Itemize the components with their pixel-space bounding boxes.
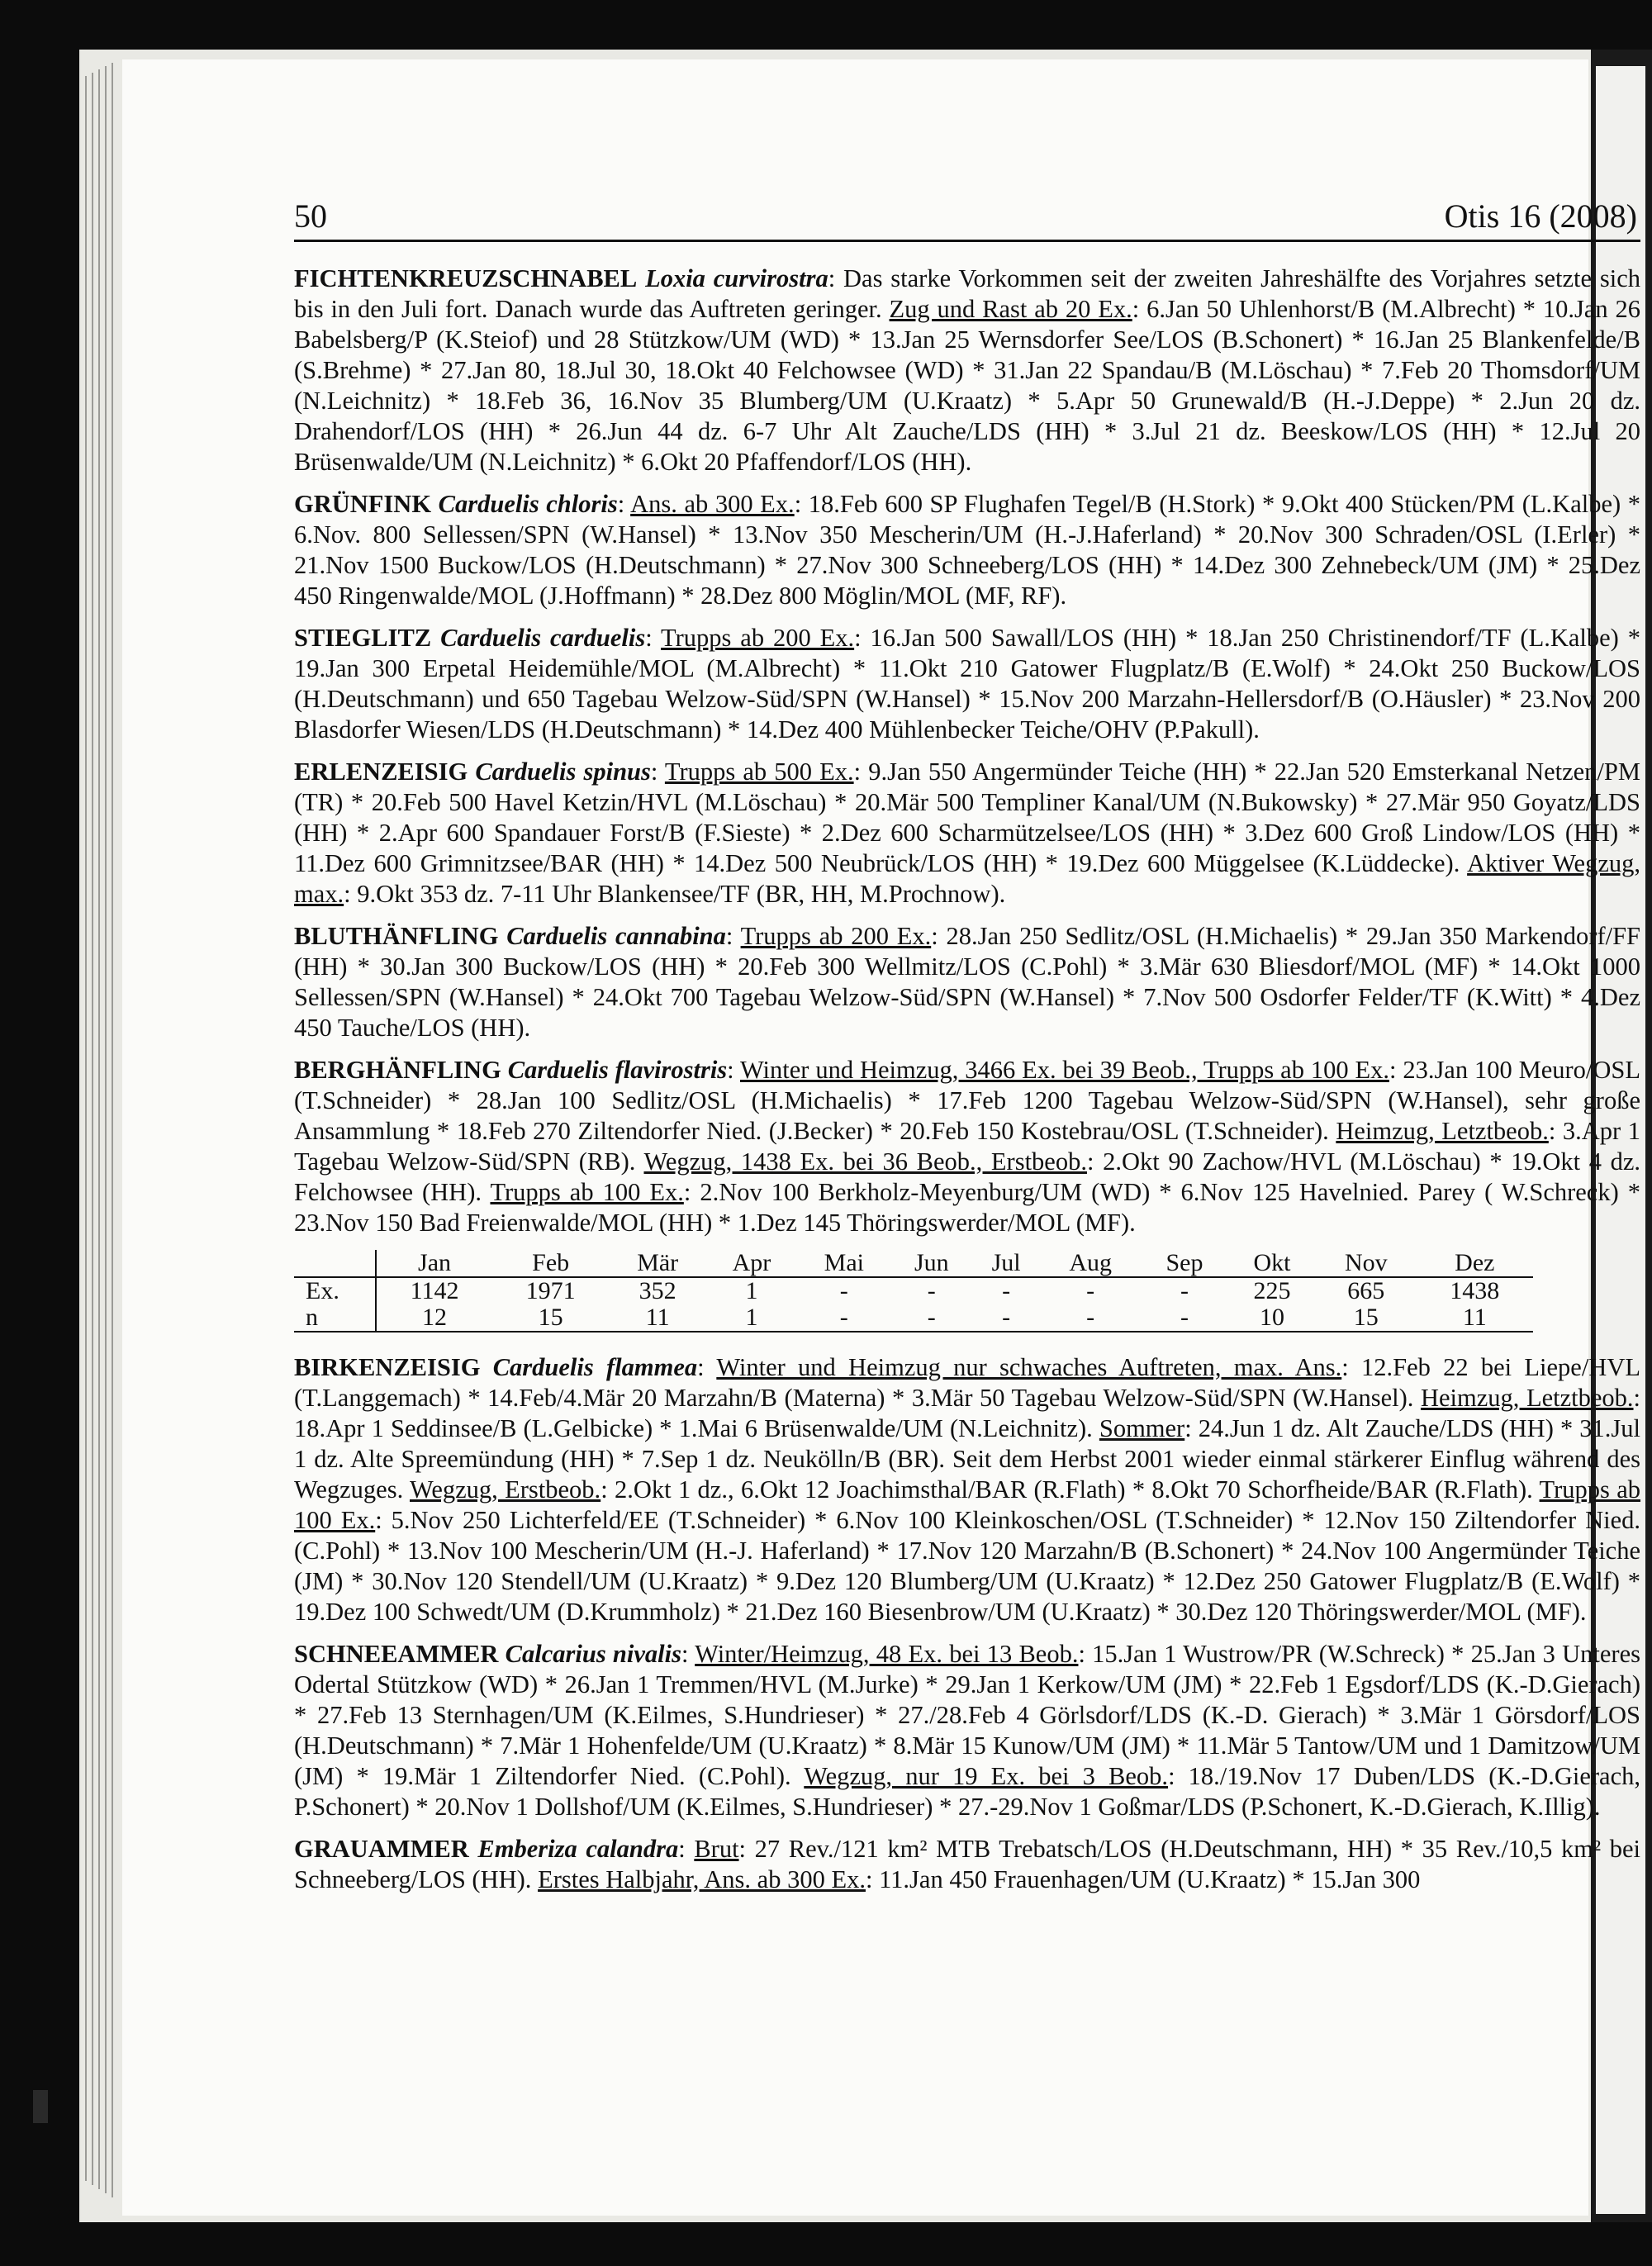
species-entry: GRAUAMMER Emberiza calandra: Brut: 27 Rev./121 km² MTB Trebatsch/LOS (H.Deutschmann, HH) * 35 Rev./10,5 km² bei Schneeberg/LOS (HH). Erstes Halbjahr, Ans. ab 300 Ex.: 11.Jan 450 Frauenhagen/UM (U.Kraatz) * 15.Jan 300 (294, 1835, 1641, 1893)
table-col-header: Mai (797, 1250, 891, 1277)
table-cell: 1438 (1450, 1277, 1500, 1304)
table-row-label: Ex. (294, 1277, 376, 1304)
record-text: : 6.Jan 50 Uhlenhorst/B (M.Albrecht) * 10.Jan 26 Babelsberg/P (K.Steiof) und 28 Stützkow/UM (WD) * 13.Jan 25 Wernsdorfer See/LOS (B.Schonert) * 16.Jan 25 Blankenfelde/B (S.Brehme) * 27.Jan 80, 18.Jul 30, 18.Okt 40 Felchowsee (WD) * 31.Jan 22 Spandau/B (M.Löschau) * 7.Feb 20 Thomsdorf/UM (N.Leichnitz) * 18.Feb 36, 16.Nov 35 Blumberg/UM (U.Kraatz) * 5.Apr 50 Grunewald/B (H.-J.Deppe) * 2.Jun 20 dz. Drahendorf/LOS (HH) * 26.Jun 44 dz. 6-7 Uhr Alt Zauche/LDS (HH) * 3.Jul 21 dz. Beeskow/LOS (HH) * 12.Jul 20 Brüsenwalde/UM (N.Leichnitz) * 6.Okt 20 Pfaffendorf/LOS (HH). (294, 295, 1640, 476)
section-heading: Winter/Heimzug, 48 Ex. bei 13 Beob. (695, 1640, 1079, 1668)
table-cell: - (1040, 1304, 1141, 1332)
section-heading: Erstes Halbjahr, Ans. ab 300 Ex. (538, 1865, 866, 1893)
record-text: : 28.Jan 250 Sedlitz/OSL (H.Michaelis) * 29.Jan 350 Markendorf/FF (HH) * 30.Jan 300 Buckow/LOS (HH) * 20.Feb 300 Wellmitz/LOS (C.Pohl) * 3.Mär 630 Bliesdorf/MOL (MF) * 14.Okt 1000 Sellessen/SPN (W.Hansel) * 24.Okt 700 Tagebau Welzow-Süd/SPN (W.Hansel) * 7.Nov 500 Osdorfer Felder/TF (K.Witt) * 4.Dez 450 Tauche/LOS (HH). (294, 922, 1640, 1042)
species-name: ERLENZEISIG (294, 758, 468, 786)
table-cell: 11 (1417, 1304, 1533, 1332)
table-cell: 1 (745, 1277, 758, 1304)
table-cell: - (839, 1277, 848, 1304)
section-heading: Trupps ab 500 Ex. (664, 758, 854, 786)
species-entry: BERGHÄNFLING Carduelis flavirostris: Winter und Heimzug, 3466 Ex. bei 39 Beob., Trupps ab 100 Ex.: 23.Jan 100 Meuro/OSL (T.Schneider) * 28.Jan 100 Sedlitz/OSL (H.Michaelis) * 17.Feb 1200 Tagebau Welzow-Süd/SPN (W.Hansel), sehr große Ansammlung * 18.Feb 270 Ziltendorfer Nied. (J.Becker) * 20.Feb 150 Kostebrau/OSL (T.Schneider). Heimzug, Letztbeob.: 3.Apr 1 Tagebau Welzow-Süd/SPN (RB). Wegzug, 1438 Ex. bei 36 Beob., Erstbeob.: 2.Okt 90 Zachow/HVL (M.Löschau) * 19.Okt 4 dz. Felchowsee (HH). Trupps ab 100 Ex.: 2.Nov 100 Berkholz-Meyenburg/UM (WD) * 6.Nov 125 Havelnied. Parey ( W.Schreck) * 23.Nov 150 Bad Freienwalde/MOL (HH) * 1.Dez 145 Thöringswerder/MOL (MF). (294, 1056, 1641, 1237)
section-heading: Trupps ab 100 Ex. (294, 1475, 1641, 1534)
table-cell: - (972, 1304, 1040, 1332)
species-list-1 (294, 264, 1640, 1238)
scientific-name: Carduelis flavirostris (507, 1056, 728, 1084)
scientific-name: Carduelis carduelis (440, 624, 646, 652)
table-cell: - (927, 1277, 936, 1304)
record-text: : 23.Jan 100 Meuro/OSL (T.Schneider) * 28.Jan 100 Sedlitz/OSL (H.Michaelis) * 17.Feb 1200 Tagebau Welzow-Süd/SPN (W.Hansel), sehr große Ansammlung * 18.Feb 270 Ziltendorfer Nied. (J.Becker) * 20.Feb 150 Kostebrau/OSL (T.Schneider). (294, 1056, 1641, 1145)
record-text: : 15.Jan 1 Wustrow/PR (W.Schreck) * 25.Jan 3 Unteres Odertal Stützkow (WD) * 26.Jan 1 Tremmen/HVL (M.Jurke) * 29.Jan 1 Kerkow/UM (JM) * 22.Feb 1 Egsdorf/LDS (K.-D.Gierach) * 27.Feb 13 Sternhagen/UM (K.Eilmes, S.Hundrieser) * 27./28.Feb 4 Görlsdorf/LDS (K.-D. Gierach) * 3.Mär 1 Görsdorf/LOS (H.Deutschmann) * 7.Mär 1 Hohenfelde/UM (U.Kraatz) * 8.Mär 15 Kunow/UM (JM) * 11.Mär 5 Tantow/UM und 1 Damitzow/UM (JM) * 19.Mär 1 Ziltendorfer Nied. (C.Pohl). (294, 1640, 1640, 1790)
species-entry: STIEGLITZ Carduelis carduelis: Trupps ab 200 Ex.: 16.Jan 500 Sawall/LOS (HH) * 18.Jan 250 Christinendorf/TF (L.Kalbe) * 19.Jan 300 Erpetal Heidemühle/MOL (M.Albrecht) * 11.Okt 210 Gatower Flugplatz/B (E.Wolf) * 24.Okt 250 Buckow/LOS (H.Deutschmann) und 650 Tagebau Welzow-Süd/SPN (W.Hansel) * 15.Nov 200 Marzahn-Hellersdorf/B (O.Häusler) * 23.Nov 200 Blasdorfer Wiesen/LDS (H.Deutschmann) * 14.Dez 400 Mühlenbecker Teiche/OHV (P.Pakull). (294, 624, 1640, 743)
table-col-header: Aug (1040, 1250, 1141, 1277)
table-cell: - (1002, 1277, 1011, 1304)
table-cell: - (797, 1304, 891, 1332)
record-text: : 18.Apr 1 Seddinsee/B (L.Gelbicke) * 1.Mai 6 Brüsenwalde/UM (N.Leichnitz). (294, 1384, 1640, 1442)
section-heading: Heimzug, Letztbeob. (1336, 1117, 1549, 1145)
table-col-header: Mär (609, 1250, 706, 1277)
record-text: : 18./19.Nov 17 Duben/LDS (K.-D.Gierach, P.Schonert) * 20.Nov 1 Dollshof/UM (K.Eilmes, S.Hundrieser) * 27.-29.Nov 1 Goßmar/LDS (P.Schonert, K.-D.Gierach, K.Illig). (294, 1762, 1641, 1821)
table-row (294, 1277, 1533, 1304)
record-text: : 24.Jun 1 dz. Alt Zauche/LDS (HH) * 31.Jul 1 dz. Alte Spreemündung (HH) * 7.Sep 1 dz. Neukölln/B (BR). Seit dem Herbst 2001 wieder einmal stärkerer Einflug während des Wegzuges. (294, 1414, 1641, 1504)
section-heading: Brut (694, 1835, 739, 1863)
record-text: : 9.Jan 550 Angermünder Teiche (HH) * 22.Jan 520 Emsterkanal Netzen/PM (TR) * 20.Feb 500 Havel Ketzin/HVL (M.Löschau) * 20.Mär 500 Templiner Kanal/UM (N.Bukowsky) * 27.Mär 950 Goyatz/LDS (HH) * 2.Apr 600 Spandauer Forst/B (F.Sieste) * 2.Dez 600 Scharmützelsee/LOS (HH) * 3.Dez 600 Groß Lindow/LOS (HH) * 11.Dez 600 Grimnitzsee/BAR (HH) * 14.Dez 500 Neubrück/LOS (HH) * 19.Dez 600 Müggelsee (K.Lüddecke). (294, 758, 1640, 877)
table-cell: - (1086, 1277, 1095, 1304)
section-heading: Aktiver Wegzug, max. (294, 849, 1640, 908)
table-cell: - (891, 1304, 972, 1332)
scientific-name: Carduelis cannabina (506, 922, 726, 950)
record-text: : 3.Apr 1 Tagebau Welzow-Süd/SPN (RB). (294, 1117, 1640, 1176)
table-cell: - (1180, 1277, 1189, 1304)
species-entry: ERLENZEISIG Carduelis spinus: Trupps ab 500 Ex.: 9.Jan 550 Angermünder Teiche (HH) * 22.Jan 520 Emsterkanal Netzen/PM (TR) * 20.Feb 500 Havel Ketzin/HVL (M.Löschau) * 20.Mär 500 Templiner Kanal/UM (N.Bukowsky) * 27.Mär 950 Goyatz/LDS (HH) * 2.Apr 600 Spandauer Forst/B (F.Sieste) * 2.Dez 600 Scharmützelsee/LOS (HH) * 3.Dez 600 Groß Lindow/LOS (HH) * 11.Dez 600 Grimnitzsee/BAR (HH) * 14.Dez 500 Neubrück/LOS (HH) * 19.Dez 600 Müggelsee (K.Lüddecke). Aktiver Wegzug, max.: 9.Okt 353 dz. 7-11 Uhr Blankensee/TF (BR, HH, M.Prochnow). (294, 758, 1640, 908)
section-heading: Winter und Heimzug nur schwaches Auftreten, max. Ans. (716, 1353, 1342, 1381)
record-text: : 2.Okt 1 dz., 6.Okt 12 Joachimsthal/BAR (R.Flath) * 8.Okt 70 Schorfheide/BAR (R.Flath). (601, 1475, 1540, 1504)
table-col-header: Feb (492, 1250, 609, 1277)
species-name: FICHTENKREUZSCHNABEL (294, 264, 638, 292)
journal-page (122, 59, 1641, 2216)
section-heading: Zug und Rast ab 20 Ex. (889, 295, 1132, 323)
record-text: : 11.Jan 450 Frauenhagen/UM (U.Kraatz) * 15.Jan 300 (865, 1865, 1421, 1893)
table-corner (294, 1250, 376, 1277)
table-col-header: Jun (891, 1250, 972, 1277)
table-cell: 225 (1253, 1277, 1291, 1304)
table-row-label: n (294, 1304, 376, 1332)
scientific-name: Carduelis spinus (475, 758, 651, 786)
species-name: BIRKENZEISIG (294, 1353, 481, 1381)
species-name: GRÜNFINK (294, 490, 432, 518)
record-text: : 9.Okt 353 dz. 7-11 Uhr Blankensee/TF (BR, HH, M.Prochnow). (344, 880, 1006, 908)
scientific-name: Carduelis chloris (438, 490, 618, 518)
species-name: BLUTHÄNFLING (294, 922, 499, 950)
table-cell: 15 (492, 1304, 609, 1332)
table-cell: 665 (1347, 1277, 1385, 1304)
section-heading: Wegzug, nur 19 Ex. bei 3 Beob. (804, 1762, 1169, 1790)
species-name: GRAUAMMER (294, 1835, 469, 1863)
section-heading: Wegzug, 1438 Ex. bei 36 Beob., Erstbeob. (643, 1147, 1087, 1176)
record-text: : 2.Okt 90 Zachow/HVL (M.Löschau) * 19.Okt 4 dz. Felchowsee (HH). (294, 1147, 1640, 1206)
journal-issue: Otis 16 (2008) (1444, 197, 1637, 235)
record-text: : 16.Jan 500 Sawall/LOS (HH) * 18.Jan 250 Christinendorf/TF (L.Kalbe) * 19.Jan 300 Erpetal Heidemühle/MOL (M.Albrecht) * 11.Okt 210 Gatower Flugplatz/B (E.Wolf) * 24.Okt 250 Buckow/LOS (H.Deutschmann) und 650 Tagebau Welzow-Süd/SPN (W.Hansel) * 15.Nov 200 Marzahn-Hellersdorf/B (O.Häusler) * 23.Nov 200 Blasdorfer Wiesen/LDS (H.Deutschmann) * 14.Dez 400 Mühlenbecker Teiche/OHV (P.Pakull). (294, 624, 1640, 743)
species-entry: BLUTHÄNFLING Carduelis cannabina: Trupps ab 200 Ex.: 28.Jan 250 Sedlitz/OSL (H.Michaelis) * 29.Jan 350 Markendorf/FF (HH) * 30.Jan 300 Buckow/LOS (HH) * 20.Feb 300 Wellmitz/LOS (C.Pohl) * 3.Mär 630 Bliesdorf/MOL (MF) * 14.Okt 1000 Sellessen/SPN (W.Hansel) * 24.Okt 700 Tagebau Welzow-Süd/SPN (W.Hansel) * 7.Nov 500 Osdorfer Felder/TF (K.Witt) * 4.Dez 450 Tauche/LOS (HH). (294, 922, 1640, 1042)
species-name: BERGHÄNFLING (294, 1056, 501, 1084)
page-header (294, 198, 1640, 242)
section-heading: Wegzug, Erstbeob. (410, 1475, 601, 1504)
species-name: STIEGLITZ (294, 624, 432, 652)
table-cell: 352 (638, 1277, 676, 1304)
table-cell: 12 (376, 1304, 492, 1332)
table-col-header: Jan (376, 1250, 492, 1277)
berghaenfling-monthly-table (294, 1250, 1533, 1333)
table-cell: - (1141, 1304, 1228, 1332)
table-col-header: Okt (1228, 1250, 1316, 1277)
table-cell: 1142 (410, 1277, 459, 1304)
table-cell: 1971 (525, 1277, 576, 1304)
table-col-header: Jul (972, 1250, 1040, 1277)
species-list-2 (294, 1352, 1640, 1895)
scientific-name: Loxia curvirostra (645, 264, 828, 292)
table-cell: 1 (706, 1304, 797, 1332)
table-col-header: Dez (1417, 1250, 1533, 1277)
page-content (294, 198, 1640, 1907)
record-text: Das starke Vorkommen seit der zweiten Jahreshälfte des Vorjahres setzte sich bis in den Juli fort. Danach wurde das Auftreten geringer. (294, 264, 1641, 323)
table-row (294, 1304, 1533, 1332)
table-cell: 10 (1228, 1304, 1316, 1332)
table-cell: 15 (1316, 1304, 1417, 1332)
table-body (294, 1277, 1533, 1332)
section-heading: Sommer (1099, 1414, 1185, 1442)
section-heading: Trupps ab 200 Ex. (740, 922, 932, 950)
section-heading: Trupps ab 100 Ex. (490, 1178, 684, 1206)
table-col-header: Nov (1316, 1250, 1417, 1277)
section-heading: Ans. ab 300 Ex. (630, 490, 795, 518)
species-entry: FICHTENKREUZSCHNABEL Loxia curvirostra: Das starke Vorkommen seit der zweiten Jahreshälfte des Vorjahres setzte sich bis in den Juli fort. Danach wurde das Auftreten geringer. Zug und Rast ab 20 Ex.: 6.Jan 50 Uhlenhorst/B (M.Albrecht) * 10.Jan 26 Babelsberg/P (K.Steiof) und 28 Stützkow/UM (WD) * 13.Jan 25 Wernsdorfer See/LOS (B.Schonert) * 16.Jan 25 Blankenfelde/B (S.Brehme) * 27.Jan 80, 18.Jul 30, 18.Okt 40 Felchowsee (WD) * 31.Jan 22 Spandau/B (M.Löschau) * 7.Feb 20 Thomsdorf/UM (N.Leichnitz) * 18.Feb 36, 16.Nov 35 Blumberg/UM (U.Kraatz) * 5.Apr 50 Grunewald/B (H.-J.Deppe) * 2.Jun 20 dz. Drahendorf/LOS (HH) * 26.Jun 44 dz. 6-7 Uhr Alt Zauche/LDS (HH) * 3.Jul 21 dz. Beeskow/LOS (HH) * 12.Jul 20 Brüsenwalde/UM (N.Leichnitz) * 6.Okt 20 Pfaffendorf/LOS (HH). (294, 264, 1641, 476)
page-number: 50 (294, 197, 327, 235)
section-heading: Winter und Heimzug, 3466 Ex. bei 39 Beob., Trupps ab 100 Ex. (739, 1056, 1389, 1084)
scientific-name: Carduelis flammea (492, 1353, 698, 1381)
record-text: : 2.Nov 100 Berkholz-Meyenburg/UM (WD) * 6.Nov 125 Havelnied. Parey ( W.Schreck) * 23.Nov 150 Bad Freienwalde/MOL (HH) * 1.Dez 145 Thöringswerder/MOL (MF). (294, 1178, 1640, 1237)
section-heading: Trupps ab 200 Ex. (661, 624, 855, 652)
table-col-header: Sep (1141, 1250, 1228, 1277)
species-entry: SCHNEEAMMER Calcarius nivalis: Winter/Heimzug, 48 Ex. bei 13 Beob.: 15.Jan 1 Wustrow/PR (W.Schreck) * 25.Jan 3 Unteres Odertal Stützkow (WD) * 26.Jan 1 Tremmen/HVL (M.Jurke) * 29.Jan 1 Kerkow/UM (JM) * 22.Feb 1 Egsdorf/LDS (K.-D.Gierach) * 27.Feb 13 Sternhagen/UM (K.Eilmes, S.Hundrieser) * 27./28.Feb 4 Görlsdorf/LDS (K.-D. Gierach) * 3.Mär 1 Görsdorf/LOS (H.Deutschmann) * 7.Mär 1 Hohenfelde/UM (U.Kraatz) * 8.Mär 15 Kunow/UM (JM) * 11.Mär 5 Tantow/UM und 1 Damitzow/UM (JM) * 19.Mär 1 Ziltendorfer Nied. (C.Pohl). Wegzug, nur 19 Ex. bei 3 Beob.: 18./19.Nov 17 Duben/LDS (K.-D.Gierach, P.Schonert) * 20.Nov 1 Dollshof/UM (K.Eilmes, S.Hundrieser) * 27.-29.Nov 1 Goßmar/LDS (P.Schonert, K.-D.Gierach, K.Illig). (294, 1640, 1641, 1821)
scientific-name: Calcarius nivalis (505, 1640, 681, 1668)
table-header-row (294, 1250, 1533, 1277)
section-heading: Heimzug, Letztbeob. (1420, 1384, 1634, 1412)
scientific-name: Emberiza calandra (477, 1835, 679, 1863)
record-text: : 5.Nov 250 Lichterfeld/EE (T.Schneider) * 6.Nov 100 Kleinkoschen/OSL (T.Schneider) * 12.Nov 150 Ziltendorfer Nied. (C.Pohl) * 13.Nov 100 Mescherin/UM (H.-J. Haferland) * 17.Nov 120 Marzahn/B (B.Schonert) * 24.Nov 100 Angermünder Teiche (JM) * 30.Nov 120 Stendell/UM (U.Kraatz) * 9.Dez 120 Blumberg/UM (U.Kraatz) * 12.Dez 250 Gatower Flugplatz/B (E.Wolf) * 19.Dez 100 Schwedt/UM (D.Krummholz) * 21.Dez 160 Biesenbrow/UM (U.Kraatz) * 30.Dez 120 Thöringswerder/MOL (MF). (294, 1506, 1640, 1626)
table-col-header: Apr (706, 1250, 797, 1277)
species-entry: GRÜNFINK Carduelis chloris: Ans. ab 300 Ex.: 18.Feb 600 SP Flughafen Tegel/B (H.Stork) * 9.Okt 400 Stücken/PM (L.Kalbe) * 6.Nov. 800 Sellessen/SPN (W.Hansel) * 13.Nov 350 Mescherin/UM (H.-J.Haferland) * 20.Nov 300 Schraden/OSL (I.Erler) * 21.Nov 1500 Buckow/LOS (H.Deutschmann) * 27.Nov 300 Schneeberg/LOS (HH) * 14.Dez 300 Zehnebeck/UM (JM) * 25.Dez 450 Ringenwalde/MOL (J.Hoffmann) * 28.Dez 800 Möglin/MOL (MF, RF). (294, 490, 1640, 610)
species-name: SCHNEEAMMER (294, 1640, 499, 1668)
record-text: : 12.Feb 22 bei Liepe/HVL (T.Langgemach) * 14.Feb/4.Mär 20 Marzahn/B (Materna) * 3.Mär 50 Tagebau Welzow-Süd/SPN (W.Hansel). (294, 1353, 1640, 1412)
table-cell: 11 (609, 1304, 706, 1332)
species-entry: BIRKENZEISIG Carduelis flammea: Winter und Heimzug nur schwaches Auftreten, max. Ans.: 12.Feb 22 bei Liepe/HVL (T.Langgemach) * 14.Feb/4.Mär 20 Marzahn/B (Materna) * 3.Mär 50 Tagebau Welzow-Süd/SPN (W.Hansel). Heimzug, Letztbeob.: 18.Apr 1 Seddinsee/B (L.Gelbicke) * 1.Mai 6 Brüsenwalde/UM (N.Leichnitz). Sommer: 24.Jun 1 dz. Alt Zauche/LDS (HH) * 31.Jul 1 dz. Alte Spreemündung (HH) * 7.Sep 1 dz. Neukölln/B (BR). Seit dem Herbst 2001 wieder einmal stärkerer Einflug während des Wegzuges. Wegzug, Erstbeob.: 2.Okt 1 dz., 6.Okt 12 Joachimsthal/BAR (R.Flath) * 8.Okt 70 Schorfheide/BAR (R.Flath). Trupps ab 100 Ex.: 5.Nov 250 Lichterfeld/EE (T.Schneider) * 6.Nov 100 Kleinkoschen/OSL (T.Schneider) * 12.Nov 150 Ziltendorfer Nied. (C.Pohl) * 13.Nov 100 Mescherin/UM (H.-J. Haferland) * 17.Nov 120 Marzahn/B (B.Schonert) * 24.Nov 100 Angermünder Teiche (JM) * 30.Nov 120 Stendell/UM (U.Kraatz) * 9.Dez 120 Blumberg/UM (U.Kraatz) * 12.Dez 250 Gatower Flugplatz/B (E.Wolf) * 19.Dez 100 Schwedt/UM (D.Krummholz) * 21.Dez 160 Biesenbrow/UM (U.Kraatz) * 30.Dez 120 Thöringswerder/MOL (MF). (294, 1353, 1641, 1626)
record-text: : 18.Feb 600 SP Flughafen Tegel/B (H.Stork) * 9.Okt 400 Stücken/PM (L.Kalbe) * 6.Nov. 800 Sellessen/SPN (W.Hansel) * 13.Nov 350 Mescherin/UM (H.-J.Haferland) * 20.Nov 300 Schraden/OSL (I.Erler) * 21.Nov 1500 Buckow/LOS (H.Deutschmann) * 27.Nov 300 Schneeberg/LOS (HH) * 14.Dez 300 Zehnebeck/UM (JM) * 25.Dez 450 Ringenwalde/MOL (J.Hoffmann) * 28.Dez 800 Möglin/MOL (MF, RF). (294, 490, 1640, 610)
record-text: : 27 Rev./121 km² MTB Trebatsch/LOS (H.Deutschmann, HH) * 35 Rev./10,5 km² bei Schneeberg/LOS (HH). (294, 1835, 1641, 1893)
